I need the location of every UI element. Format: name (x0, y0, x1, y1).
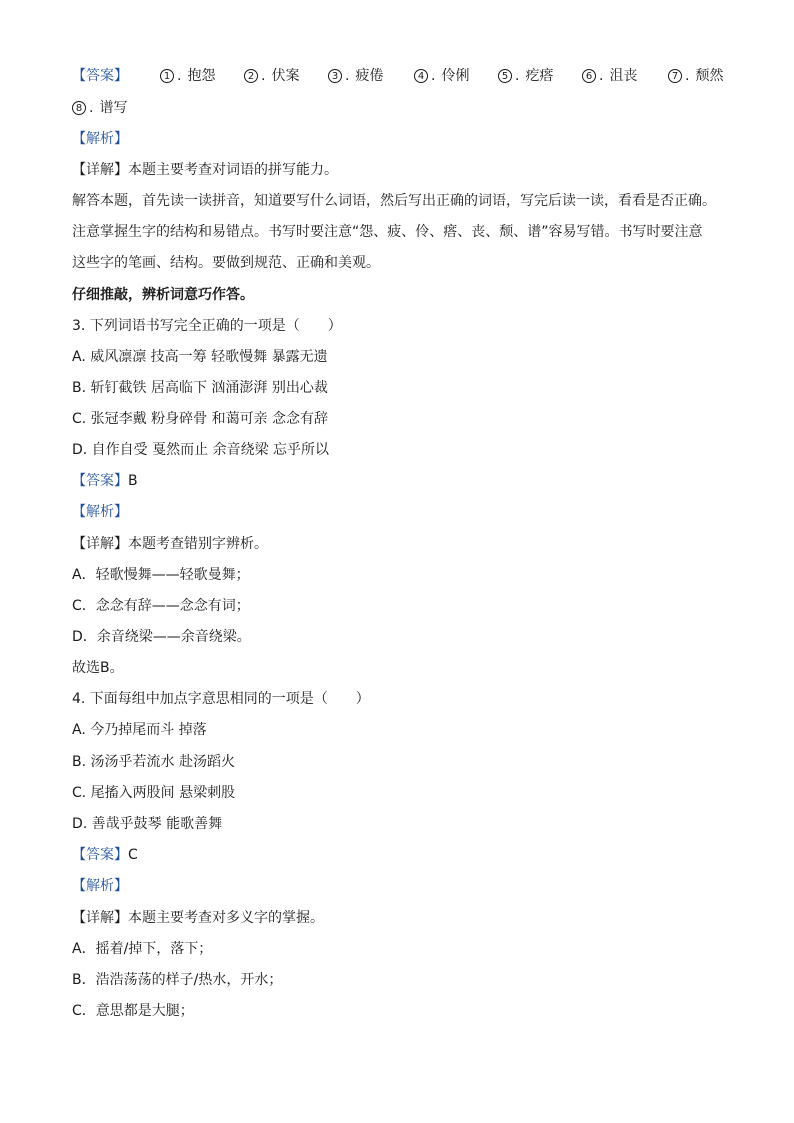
section-heading: 仔细推敲，辨析词意巧作答。 (72, 287, 254, 303)
q4-explanation-c: C．意思都是大腿； (72, 1003, 194, 1019)
q2-analysis-tag: 【解析】 (72, 131, 128, 147)
q4-answer-tag: 【答案】 (72, 847, 128, 863)
q3-option-d: D. 自作自受 戛然而止 余音绕梁 忘乎所以 (72, 442, 330, 458)
q2-answer-item-6: 6 . 沮丧 (582, 66, 637, 86)
q3-answer-tag: 【答案】 (72, 473, 128, 489)
answer-word: 沮丧 (609, 68, 638, 84)
q3-answer-value: B (128, 473, 138, 489)
q4-option-a: A. 今乃掉尾而斗 掉落 (72, 722, 207, 738)
q3-analysis-tag: 【解析】 (72, 504, 128, 520)
q4-detail: 【详解】本题主要考查对多义字的掌握。 (72, 910, 324, 926)
q4-question: 4. 下面每组中加点字意思相同的一项是（ ） (72, 691, 370, 707)
circled-number: 7 (668, 69, 682, 83)
q2-answer-item-4: 4 . 伶俐 (414, 66, 469, 86)
q2-paragraph-3: 这些字的笔画、结构。要做到规范、正确和美观。 (72, 255, 380, 271)
q4-option-c: C. 尾搐入两股间 悬梁刺股 (72, 785, 236, 801)
answer-word: 伏案 (271, 68, 300, 84)
q3-question: 3. 下列词语书写完全正确的一项是（ ） (72, 318, 342, 334)
q4-option-b: B. 汤汤乎若流水 赴汤蹈火 (72, 754, 235, 770)
circled-number: 5 (498, 69, 512, 83)
answer-word: 疲倦 (355, 68, 384, 84)
q3-correction-c: C．念念有辞——念念有词； (72, 598, 250, 614)
circled-number: 6 (582, 69, 596, 83)
q3-option-b: B. 斩钉截铁 居高临下 汹涌澎湃 别出心裁 (72, 380, 328, 396)
q4-answer (72, 845, 138, 865)
q2-answer-item-8: 8 . 谱写 (72, 98, 127, 118)
answer-word: 抱怨 (187, 68, 216, 84)
q4-option-d: D. 善哉乎鼓琴 能歌善舞 (72, 816, 223, 832)
q3-detail: 【详解】本题考查错别字辨析。 (72, 536, 268, 552)
q3-option-a: A. 威风凛凛 技高一筹 轻歌慢舞 暴露无遗 (72, 349, 328, 365)
q3-option-c: C. 张冠李戴 粉身碎骨 和蔼可亲 念念有辞 (72, 411, 329, 427)
q2-answer-item-5: 5 . 疙瘩 (498, 66, 553, 86)
q2-answer-item-3: 3 . 疲倦 (328, 66, 383, 86)
answer-word: 伶俐 (441, 68, 470, 84)
q2-answer-item-1: 1 . 抱怨 (160, 66, 215, 86)
q2-detail: 【详解】本题主要考查对词语的拼写能力。 (72, 162, 338, 178)
q2-answer-tag: 【答案】 (72, 68, 128, 84)
q4-explanation-b: B．浩浩荡荡的样子/热水，开水； (72, 972, 283, 988)
answer-word: 疙瘩 (525, 68, 554, 84)
q3-correction-a: A．轻歌慢舞——轻歌曼舞； (72, 567, 250, 583)
answer-word: 谱写 (99, 100, 128, 116)
circled-number: 4 (414, 69, 428, 83)
circled-number: 2 (244, 69, 258, 83)
circled-number: 3 (328, 69, 342, 83)
q3-answer (72, 471, 138, 491)
q3-conclusion: 故选B。 (72, 660, 124, 676)
q3-correction-d: D．余音绕梁——余音绕梁。 (72, 629, 251, 645)
answer-word: 颓然 (695, 68, 724, 84)
q4-explanation-a: A．摇着/掉下，落下； (72, 941, 213, 957)
q4-answer-value: C (128, 847, 138, 863)
q2-answer-item-2: 2 . 伏案 (244, 66, 299, 86)
q2-paragraph-1: 解答本题，首先读一读拼音，知道要写什么词语，然后写出正确的词语，写完后读一读，看看是否正确。 (72, 193, 716, 209)
circled-number: 8 (72, 101, 86, 115)
q2-answer-item-7: 7 . 颓然 (668, 66, 723, 86)
q2-answer-row (72, 66, 732, 86)
q4-analysis-tag: 【解析】 (72, 878, 128, 894)
q2-paragraph-2: 注意掌握生字的结构和易错点。书写时要注意“怨、疲、伶、瘩、丧、颓、谱”容易写错。书写时要注意 (72, 224, 703, 240)
circled-number: 1 (160, 69, 174, 83)
